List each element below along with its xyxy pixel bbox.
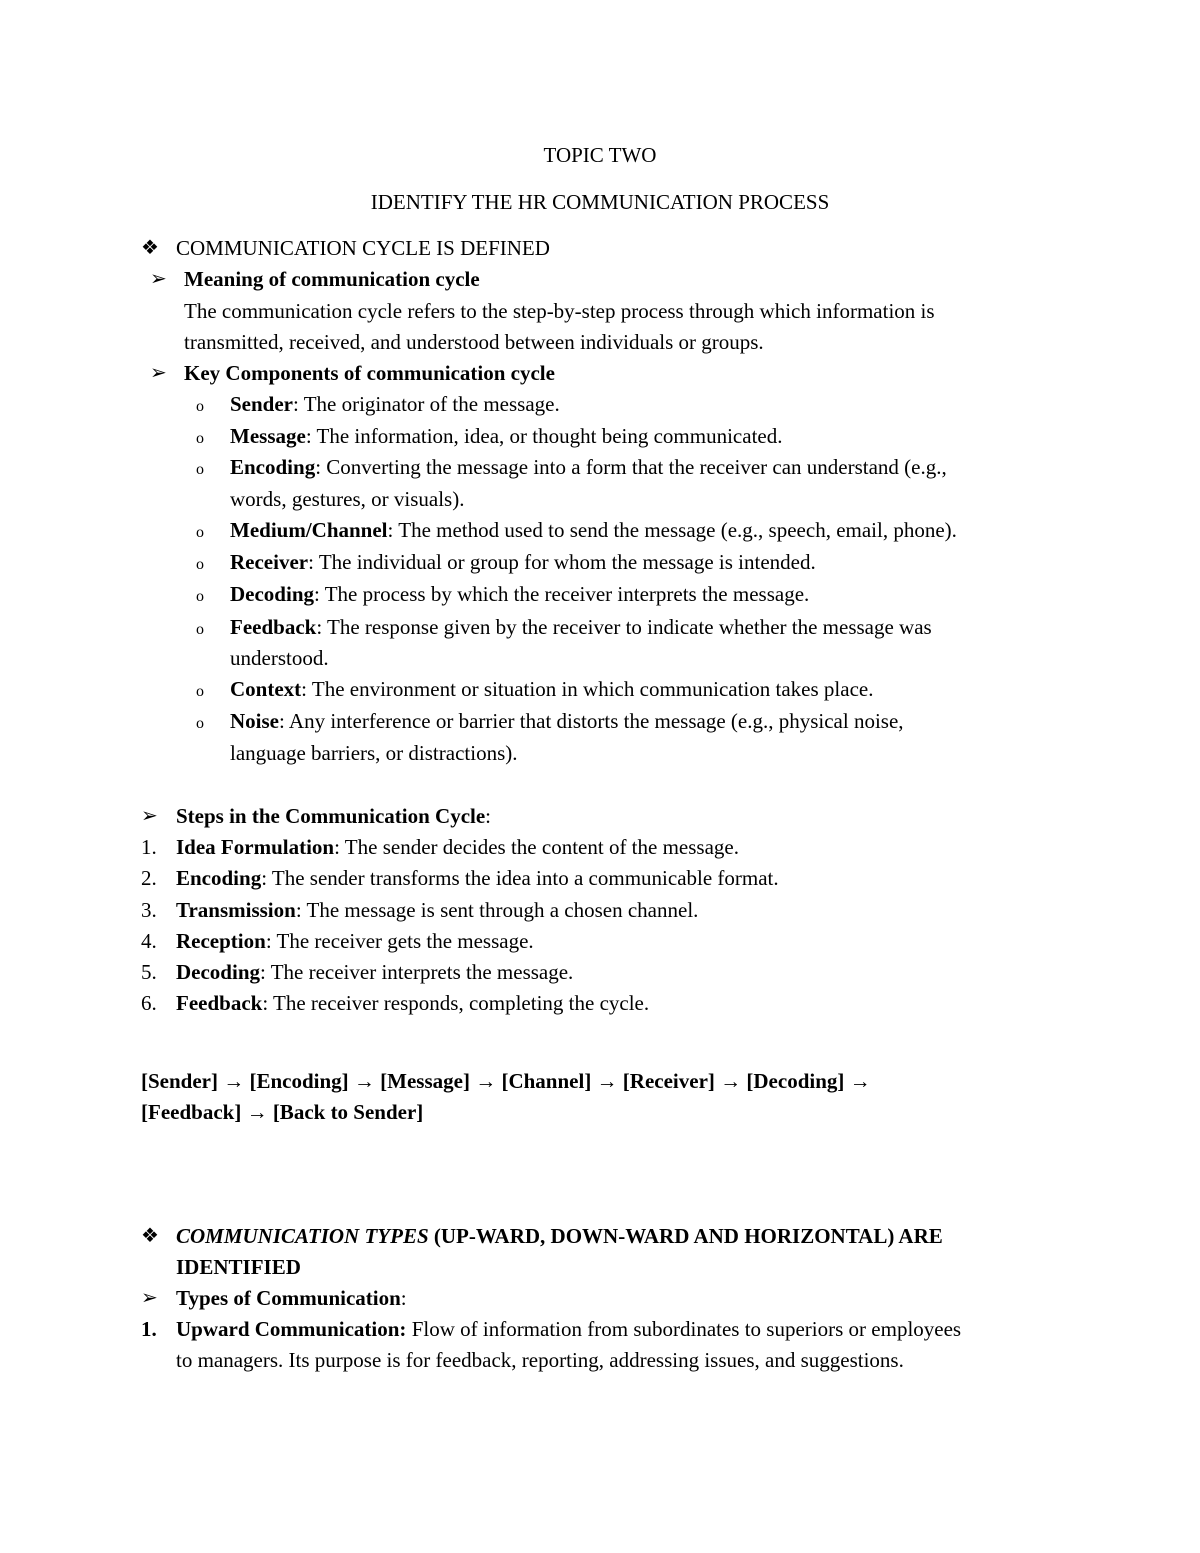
diamond-bullet-icon: ❖ — [141, 1225, 159, 1247]
upward-communication-continuation: to managers. Its purpose is for feedback, reporting, addressing issues, and suggestions. — [176, 1348, 904, 1372]
upward-communication-item: Upward Communication: Flow of information from subordinates to superiors or employees — [176, 1317, 962, 1341]
steps-heading: Steps in the Communication Cycle: — [176, 804, 492, 828]
circle-bullet-icon: o — [196, 430, 204, 447]
section2-heading-line2: IDENTIFIED — [176, 1255, 301, 1279]
diamond-bullet-icon: ❖ — [141, 237, 159, 259]
components-heading: Key Components of communication cycle — [184, 361, 555, 385]
component-item: Encoding: Converting the message into a form that the receiver can understand (e.g., — [230, 455, 947, 479]
circle-bullet-icon: o — [196, 556, 204, 573]
component-item: Message: The information, idea, or thought being communicated. — [230, 424, 783, 448]
component-item: Receiver: The individual or group for whom the message is intended. — [230, 550, 816, 574]
circle-bullet-icon: o — [196, 683, 204, 700]
section2-heading: COMMUNICATION TYPES (UP-WARD, DOWN-WARD AND HORIZONTAL) ARE — [176, 1224, 943, 1248]
component-item-continuation: language barriers, or distractions). — [230, 741, 518, 765]
page-title: IDENTIFY THE HR COMMUNICATION PROCESS — [370, 190, 830, 214]
arrowhead-bullet-icon: ➢ — [141, 805, 158, 827]
step-number: 6. — [141, 991, 157, 1015]
arrowhead-bullet-icon: ➢ — [150, 268, 167, 290]
meaning-heading: Meaning of communication cycle — [184, 267, 480, 291]
meaning-text-line1: The communication cycle refers to the step-by-step process through which information is — [184, 299, 935, 323]
arrowhead-bullet-icon: ➢ — [150, 362, 167, 384]
step-number: 3. — [141, 898, 157, 922]
circle-bullet-icon: o — [196, 398, 204, 415]
flow-diagram-line1: [Sender] → [Encoding] → [Message] → [Channel] → [Receiver] → [Decoding] → — [141, 1069, 871, 1093]
component-item: Sender: The originator of the message. — [230, 392, 560, 416]
circle-bullet-icon: o — [196, 524, 204, 541]
section1-heading: COMMUNICATION CYCLE IS DEFINED — [176, 236, 550, 260]
step-item: Feedback: The receiver responds, completing the cycle. — [176, 991, 650, 1015]
step-item: Encoding: The sender transforms the idea into a communicable format. — [176, 866, 779, 890]
component-item: Feedback: The response given by the receiver to indicate whether the message was — [230, 615, 932, 639]
type-number: 1. — [141, 1317, 157, 1341]
circle-bullet-icon: o — [196, 588, 204, 605]
step-number: 2. — [141, 866, 157, 890]
circle-bullet-icon: o — [196, 715, 204, 732]
step-number: 1. — [141, 835, 157, 859]
step-item: Reception: The receiver gets the message. — [176, 929, 534, 953]
component-item: Medium/Channel: The method used to send the message (e.g., speech, email, phone). — [230, 518, 957, 542]
types-heading: Types of Communication: — [176, 1286, 407, 1310]
component-item: Context: The environment or situation in which communication takes place. — [230, 677, 874, 701]
step-item: Idea Formulation: The sender decides the content of the message. — [176, 835, 739, 859]
arrowhead-bullet-icon: ➢ — [141, 1287, 158, 1309]
flow-diagram-line2: [Feedback] → [Back to Sender] — [141, 1100, 424, 1124]
component-item: Noise: Any interference or barrier that distorts the message (e.g., physical noise, — [230, 709, 904, 733]
step-item: Transmission: The message is sent through a chosen channel. — [176, 898, 699, 922]
circle-bullet-icon: o — [196, 621, 204, 638]
meaning-text-line2: transmitted, received, and understood between individuals or groups. — [184, 330, 764, 354]
step-item: Decoding: The receiver interprets the message. — [176, 960, 574, 984]
step-number: 5. — [141, 960, 157, 984]
component-item-continuation: understood. — [230, 646, 329, 670]
component-item-continuation: words, gestures, or visuals). — [230, 487, 465, 511]
step-number: 4. — [141, 929, 157, 953]
topic-label: TOPIC TWO — [543, 143, 657, 167]
circle-bullet-icon: o — [196, 461, 204, 478]
component-item: Decoding: The process by which the receiver interprets the message. — [230, 582, 810, 606]
